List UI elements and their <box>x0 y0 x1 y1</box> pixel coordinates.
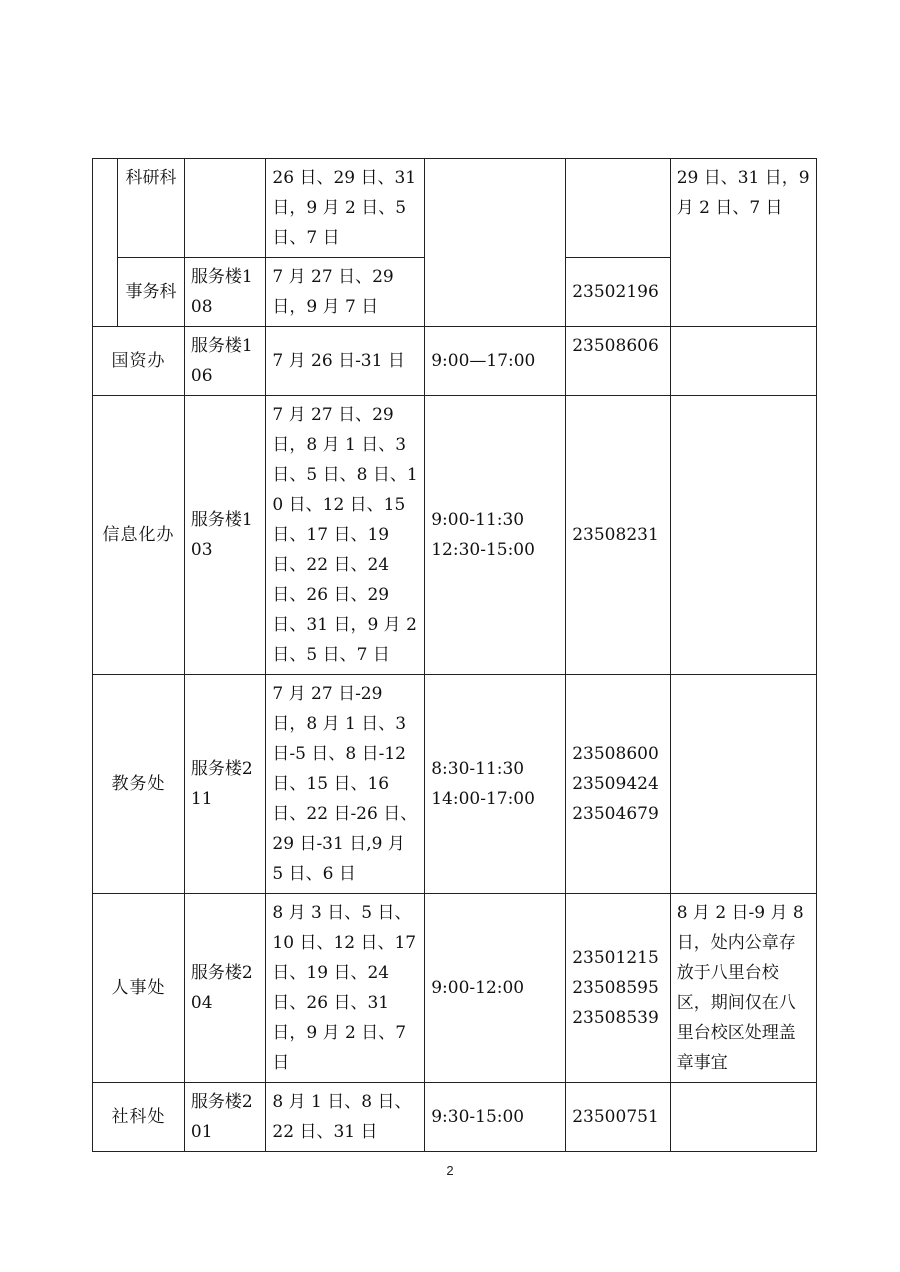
location-cell: 服务楼108 <box>184 258 265 327</box>
time-cell: 9:00—17:00 <box>425 327 566 396</box>
dates-cell: 7 月 27 日-29 日，8 月 1 日、3 日-5 日、8 日-12 日、15 日、16 日、22 日-26 日、29 日-31 日,9 月 5 日、6 日 <box>266 675 425 894</box>
dept-name-cell: 教务处 <box>93 675 185 894</box>
note-cell <box>670 327 816 396</box>
time-cell: 9:00-12:00 <box>425 894 566 1083</box>
phone-cell: 23508231 <box>566 396 670 675</box>
dates-cell: 7 月 27 日、29 日，9 月 7 日 <box>266 258 425 327</box>
table-row <box>93 894 817 1083</box>
note-cell <box>670 1083 816 1152</box>
table-row <box>93 675 817 894</box>
time-cell: 9:00-11:30 12:30-15:00 <box>425 396 566 675</box>
phone-cell: 23508606 <box>566 327 670 396</box>
dates-cell: 7 月 27 日、29 日，8 月 1 日、3 日、5 日、8 日、10 日、12 日、15 日、17 日、19 日、22 日、24 日、26 日、29 日、31 日，9 月 2 日、5 日、7 日 <box>266 396 425 675</box>
phone-cell <box>566 159 670 258</box>
dates-cell: 7 月 26 日-31 日 <box>266 327 425 396</box>
time-cell: 9:30-15:00 <box>425 1083 566 1152</box>
sub-dept-cell: 科研科 <box>118 159 185 258</box>
location-cell: 服务楼204 <box>184 894 265 1083</box>
dates-cell: 8 月 3 日、5 日、10 日、12 日、17 日、19 日、24 日、26 日、31 日，9 月 2 日、7 日 <box>266 894 425 1083</box>
table-row <box>93 1083 817 1152</box>
table-row <box>93 327 817 396</box>
location-cell: 服务楼103 <box>184 396 265 675</box>
location-cell: 服务楼211 <box>184 675 265 894</box>
time-cell <box>425 159 566 327</box>
office-schedule-table <box>92 158 817 1152</box>
dept-name-cell: 人事处 <box>93 894 185 1083</box>
dates-cell: 8 月 1 日、8 日、22 日、31 日 <box>266 1083 425 1152</box>
note-cell: 8 月 2 日-9 月 8 日，处内公章存放于八里台校区，期间仅在八里台校区处理盖章事宜 <box>670 894 816 1083</box>
table-row <box>93 159 817 258</box>
time-cell: 8:30-11:30 14:00-17:00 <box>425 675 566 894</box>
dept-name-cell: 信息化办 <box>93 396 185 675</box>
parent-dept-cell <box>93 159 118 327</box>
location-cell <box>184 159 265 258</box>
sub-dept-cell: 事务科 <box>118 258 185 327</box>
table-row <box>93 396 817 675</box>
note-cell <box>670 675 816 894</box>
note-cell <box>670 396 816 675</box>
phone-cell: 23508600 23509424 23504679 <box>566 675 670 894</box>
phone-cell: 23500751 <box>566 1083 670 1152</box>
phone-cell: 23502196 <box>566 258 670 327</box>
note-cell: 29 日、31 日，9 月 2 日、7 日 <box>670 159 816 327</box>
phone-cell: 23501215 23508595 23508539 <box>566 894 670 1083</box>
dates-cell: 26 日、29 日、31 日，9 月 2 日、5 日、7 日 <box>266 159 425 258</box>
page-number: 2 <box>446 1163 454 1178</box>
location-cell: 服务楼201 <box>184 1083 265 1152</box>
dept-name-cell: 国资办 <box>93 327 185 396</box>
location-cell: 服务楼106 <box>184 327 265 396</box>
dept-name-cell: 社科处 <box>93 1083 185 1152</box>
